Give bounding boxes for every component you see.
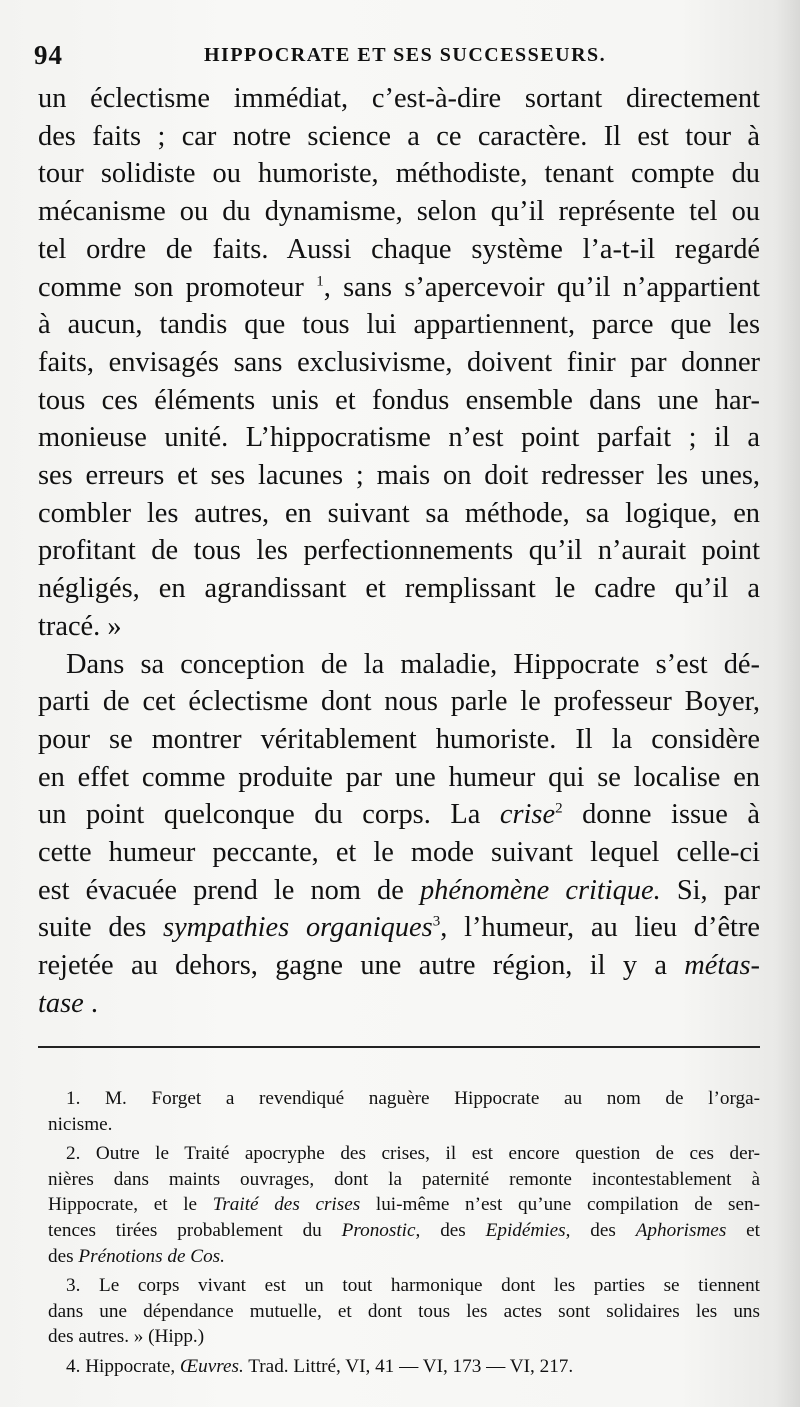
text-line: à aucun, tandis que tous lui appartiennent, parce que les xyxy=(38,309,760,341)
text-run: Hippocrate, et le xyxy=(48,1194,213,1216)
italic-term: métas- xyxy=(684,950,760,982)
text-run: Trad. Littré, VI, 41 — VI, 173 — VI, 217. xyxy=(243,1355,574,1377)
text-run: est évacuée prend le nom de xyxy=(38,874,420,906)
text-line: tracé. » xyxy=(38,610,122,642)
text-run: , des xyxy=(565,1219,636,1241)
text-line: profitant de tous les perfectionnements qu’il n’aurait point xyxy=(38,535,760,567)
italic-term: crise xyxy=(499,799,556,831)
text-run: et xyxy=(726,1219,761,1241)
text-line: négligés, en agrandissant et remplissant le cadre qu’il a xyxy=(38,573,760,605)
main-text xyxy=(38,80,760,1023)
text-line: faits, envisagés sans exclusivisme, doivent finir par donner xyxy=(38,346,760,378)
footnote-4 xyxy=(48,1354,760,1380)
italic-term: phénomène critique. xyxy=(419,874,661,906)
text-line xyxy=(38,909,760,947)
footnote-line xyxy=(48,1218,760,1244)
text-run: tences tirées probablement du xyxy=(48,1219,342,1241)
footnote-line xyxy=(48,1192,760,1218)
text-line xyxy=(38,947,760,985)
running-head: HIPPOCRATE ET SES SUCCESSEURS. xyxy=(204,44,607,66)
text-line: tous ces éléments unis et fondus ensemble dans une har- xyxy=(38,384,760,416)
footnote-ref-3: 3 xyxy=(432,914,441,930)
text-line: combler les autres, en suivant sa méthode, sa logique, en xyxy=(38,497,760,529)
italic-title: Œuvres. xyxy=(180,1355,244,1377)
text-line: un éclectisme immédiat, c’est-à-dire sortant directement xyxy=(38,83,760,114)
page-header xyxy=(34,40,754,74)
footnote-line: nières dans maints ouvrages, dont la paternité remonte incontestablement à xyxy=(48,1168,760,1190)
italic-term: sympathies organiques xyxy=(163,912,433,944)
text-run: donne issue à xyxy=(562,799,760,831)
footnotes xyxy=(48,1086,760,1380)
footnote-divider xyxy=(38,1046,760,1048)
footnote-ref-2: 2 xyxy=(555,800,563,817)
text-line xyxy=(38,269,760,307)
text-line: des faits ; car notre science a ce caractère. Il est tour à xyxy=(38,120,760,152)
text-run: Si, par xyxy=(660,874,760,906)
text-line: ses erreurs et ses lacunes ; mais on doit redresser les unes, xyxy=(38,460,760,492)
text-run: comme son promoteur xyxy=(38,271,317,303)
text-line: tel ordre de faits. Aussi chaque système l’a-t-il regardé xyxy=(38,233,760,265)
text-run: lui-même n’est qu’une compilation de sen- xyxy=(360,1194,760,1216)
text-line: en effet comme produite par une humeur qui se localise en xyxy=(38,761,760,793)
text-run: suite des xyxy=(38,912,164,944)
italic-title: Prénotions de Cos. xyxy=(78,1245,225,1267)
text-line xyxy=(38,872,760,910)
footnote-ref-1: 1 xyxy=(316,273,324,290)
text-run: . xyxy=(83,987,98,1019)
italic-title: Epidémies xyxy=(485,1219,566,1241)
footnote-line: dans une dépendance mutuelle, et dont tous les actes sont solidaires les uns xyxy=(48,1300,760,1322)
italic-title: Aphorismes xyxy=(635,1219,727,1241)
text-line: parti de cet éclectisme dont nous parle le professeur Boyer, xyxy=(38,686,760,718)
text-line: tour solidiste ou humoriste, méthodiste, tenant compte du xyxy=(38,158,760,190)
text-line: cette humeur peccante, et le mode suivant lequel celle-ci xyxy=(38,837,760,869)
text-line: monieuse unité. L’hippocratisme n’est point parfait ; il a xyxy=(38,422,760,454)
text-run: , l’humeur, au lieu d’être xyxy=(440,912,760,944)
text-line xyxy=(38,985,760,1023)
italic-term: tase xyxy=(38,987,84,1019)
italic-title: Traité des crises xyxy=(212,1194,361,1216)
text-run: des xyxy=(48,1245,79,1267)
page-number: 94 xyxy=(34,40,63,70)
text-run: 4. Hippocrate, xyxy=(66,1355,181,1377)
text-line: mécanisme ou du dynamisme, selon qu’il représente tel ou xyxy=(38,196,760,228)
footnote-1: 1. M. Forget a revendiqué naguère Hippocrate au nom de l’orga- xyxy=(66,1088,760,1109)
footnote-3: 3. Le corps vivant est un tout harmonique dont les parties se tiennent xyxy=(66,1275,760,1297)
text-line xyxy=(38,796,760,834)
text-run: rejetée au dehors, gagne une autre région, il y a xyxy=(38,950,685,982)
footnote-line xyxy=(48,1244,760,1270)
italic-title: Pronostic xyxy=(341,1219,416,1241)
text-line: pour se montrer véritablement humoriste. Il la considère xyxy=(38,723,760,755)
text-run: un point quelconque du corps. La xyxy=(38,799,500,831)
footnote-line: nicisme. xyxy=(48,1113,113,1135)
text-run: , sans s’apercevoir qu’il n’appartient xyxy=(323,271,761,303)
text-line: Dans sa conception de la maladie, Hippocrate s’est dé- xyxy=(66,648,760,680)
footnote-line: des autres. » (Hipp.) xyxy=(48,1326,205,1348)
footnote-2: 2. Outre le Traité apocryphe des crises, il est encore question de ces der- xyxy=(66,1143,760,1165)
text-run: , des xyxy=(415,1219,486,1241)
